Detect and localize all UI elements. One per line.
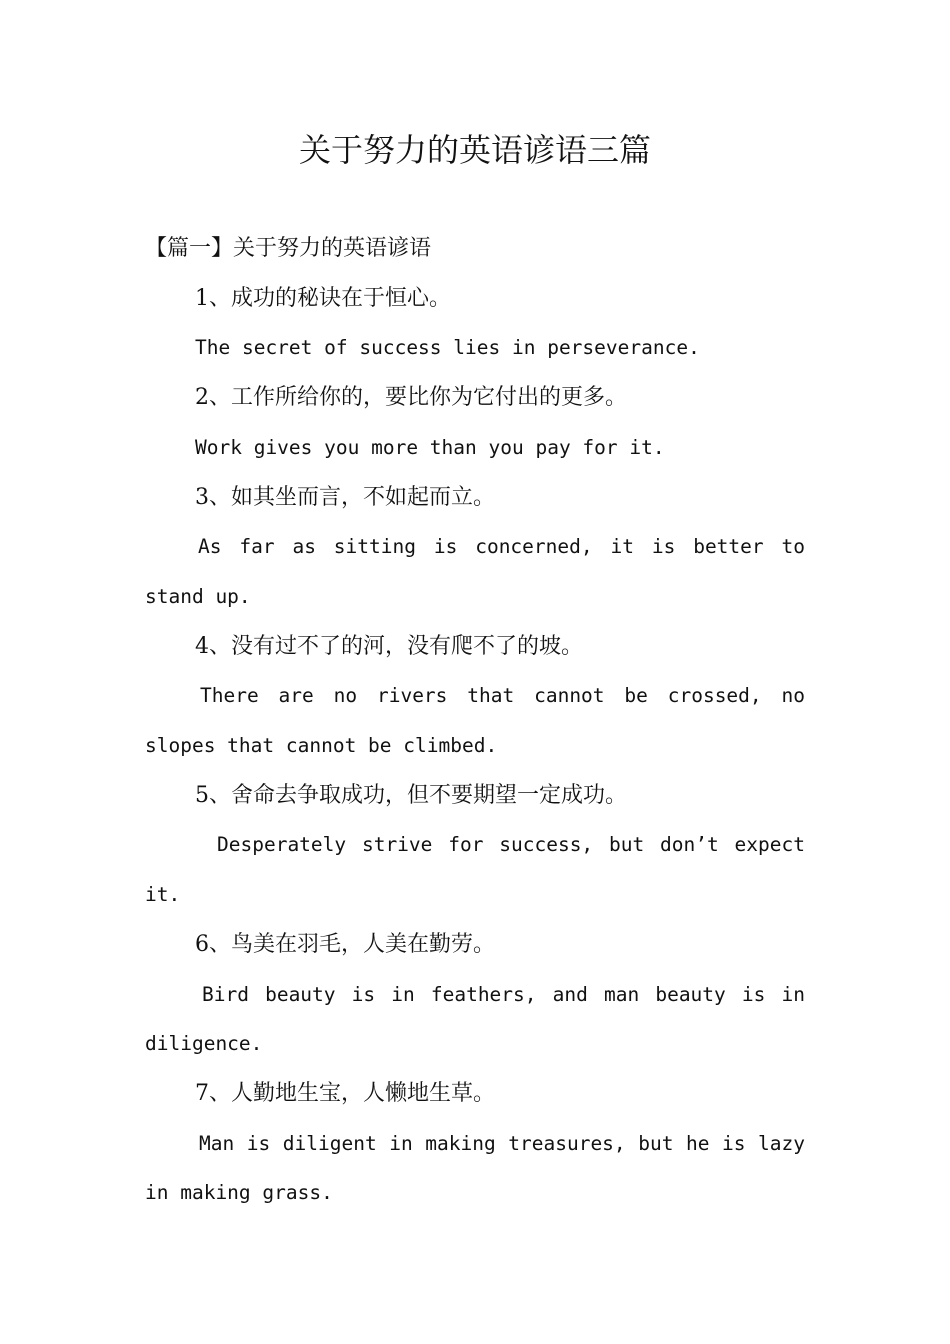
proverb-cn-6: 6、鸟美在羽毛，人美在勤劳。	[195, 931, 495, 957]
proverb-en-5: Desperately strive for success, but don’t expect it.	[145, 833, 805, 907]
section-heading: 【篇一】关于努力的英语谚语	[145, 236, 432, 261]
proverb-cn-3: 3、如其坐而言，不如起而立。	[195, 484, 495, 510]
proverb-en-2: Work gives you more than you pay for it.	[195, 435, 665, 459]
document-title: 关于努力的英语谚语三篇	[298, 131, 651, 169]
proverb-cn-4: 4、没有过不了的河，没有爬不了的坡。	[195, 633, 583, 659]
proverb-en-3: As far as sitting is concerned, it is better to stand up.	[145, 535, 805, 608]
proverb-en-7: Man is diligent in making treasures, but he is lazy in making grass.	[145, 1131, 805, 1205]
document-body	[145, 224, 805, 1218]
proverb-en-4: There are no rivers that cannot be crossed, no slopes that cannot be climbed.	[145, 684, 805, 758]
proverb-cn-7: 7、人勤地生宝，人懒地生草。	[195, 1080, 495, 1106]
proverb-cn-5: 5、舍命去争取成功，但不要期望一定成功。	[195, 782, 627, 808]
proverb-cn-2: 2、工作所给你的，要比你为它付出的更多。	[195, 385, 627, 411]
proverb-en-6: Bird beauty is in feathers, and man beauty is in diligence.	[145, 982, 805, 1056]
proverb-cn-1: 1、成功的秘诀在于恒心。	[195, 285, 451, 311]
proverb-en-1: The secret of success lies in perseverance.	[195, 336, 700, 360]
